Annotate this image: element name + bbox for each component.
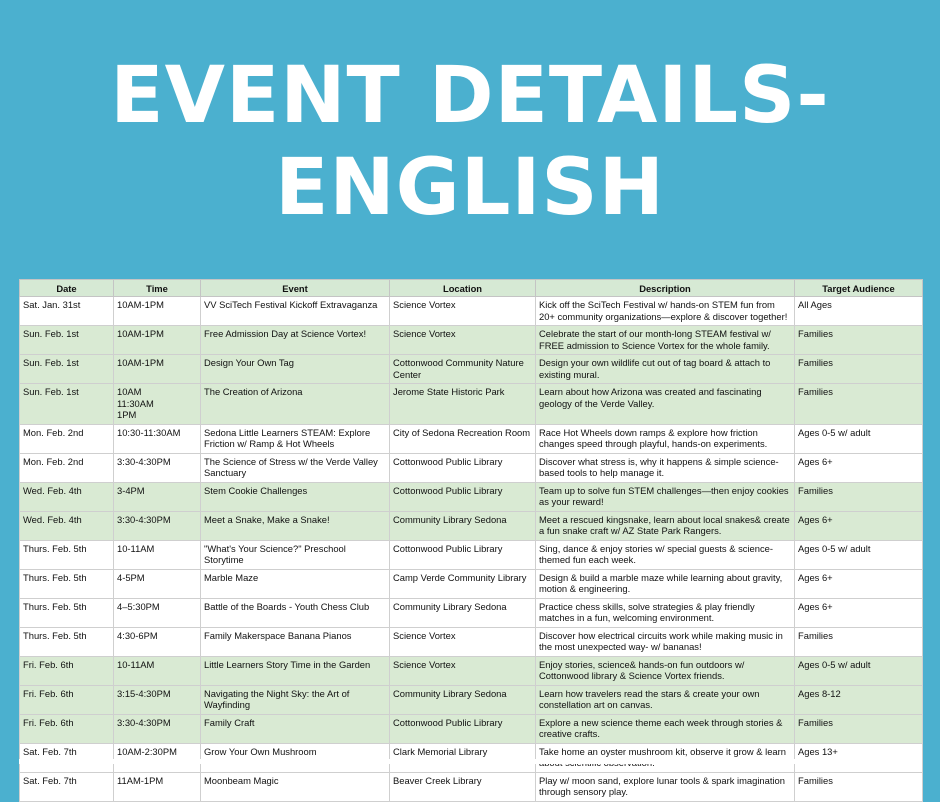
cell-location: City of Sedona Recreation Room xyxy=(390,424,536,453)
cell-target-audience: Ages 13+ xyxy=(795,743,923,772)
cell-date: Fri. Feb. 6th xyxy=(20,685,114,714)
cell-target-audience: Ages 0-5 w/ adult xyxy=(795,540,923,569)
cell-target-audience: All Ages xyxy=(795,297,923,326)
table-row xyxy=(20,482,923,511)
column-header-time: Time xyxy=(114,280,201,297)
table-row xyxy=(20,540,923,569)
event-table xyxy=(19,279,923,802)
table-row xyxy=(20,297,923,326)
table-row xyxy=(20,355,923,384)
cell-time: 10AM 11:30AM 1PM xyxy=(114,384,201,425)
cell-target-audience: Ages 6+ xyxy=(795,598,923,627)
cell-location: Jerome State Historic Park xyxy=(390,384,536,425)
cell-description: Enjoy stories, science& hands-on fun outdoors w/ Cottonwood library & Science Vortex friends. xyxy=(536,656,795,685)
table-row xyxy=(20,424,923,453)
cell-time: 10AM-2:30PM xyxy=(114,743,201,772)
cell-time: 10AM-1PM xyxy=(114,355,201,384)
cell-description: Kick off the SciTech Festival w/ hands-on STEM fun from 20+ community organizations—explore & discover together! xyxy=(536,297,795,326)
cell-event: Sedona Little Learners STEAM: Explore Friction w/ Ramp & Hot Wheels xyxy=(201,424,390,453)
cell-time: 3:30-4:30PM xyxy=(114,714,201,743)
cell-date: Sat. Jan. 31st xyxy=(20,297,114,326)
cell-location: Cottonwood Community Nature Center xyxy=(390,355,536,384)
cell-description: Learn how travelers read the stars & create your own constellation art on canvas. xyxy=(536,685,795,714)
table-row xyxy=(20,453,923,482)
cell-event: Stem Cookie Challenges xyxy=(201,482,390,511)
table-row xyxy=(20,511,923,540)
column-header-date: Date xyxy=(20,280,114,297)
title-line-2: ENGLISH xyxy=(275,143,665,233)
cell-description: Discover what stress is, why it happens & simple science-based tools to help manage it. xyxy=(536,453,795,482)
cell-time: 10AM-1PM xyxy=(114,297,201,326)
cell-time: 3-4PM xyxy=(114,482,201,511)
cell-date: Thurs. Feb. 5th xyxy=(20,540,114,569)
column-header-description: Description xyxy=(536,280,795,297)
cell-time: 10AM-1PM xyxy=(114,326,201,355)
cell-date: Wed. Feb. 4th xyxy=(20,482,114,511)
cell-event: Grow Your Own Mushroom xyxy=(201,743,390,772)
cell-time: 4:30-6PM xyxy=(114,627,201,656)
cell-target-audience: Families xyxy=(795,355,923,384)
cell-event: Little Learners Story Time in the Garden xyxy=(201,656,390,685)
table-row xyxy=(20,656,923,685)
cell-location: Science Vortex xyxy=(390,627,536,656)
cell-location: Community Library Sedona xyxy=(390,685,536,714)
cell-location: Science Vortex xyxy=(390,656,536,685)
cell-location: Community Library Sedona xyxy=(390,511,536,540)
cell-event: "What's Your Science?" Preschool Storytime xyxy=(201,540,390,569)
cell-description: Meet a rescued kingsnake, learn about local snakes& create a fun snake craft w/ AZ State Park Rangers. xyxy=(536,511,795,540)
cell-date: Wed. Feb. 4th xyxy=(20,511,114,540)
cell-description: Learn about how Arizona was created and fascinating geology of the Verde Valley. xyxy=(536,384,795,425)
cell-time: 11AM-1PM xyxy=(114,772,201,801)
cell-target-audience: Ages 8-12 xyxy=(795,685,923,714)
table-header-row xyxy=(20,280,923,297)
cell-description: Team up to solve fun STEM challenges—then enjoy cookies as your reward! xyxy=(536,482,795,511)
cell-date: Thurs. Feb. 5th xyxy=(20,569,114,598)
cell-target-audience: Families xyxy=(795,326,923,355)
cell-event: The Science of Stress w/ the Verde Valley Sanctuary xyxy=(201,453,390,482)
cell-description: Explore a new science theme each week through stories & creative crafts. xyxy=(536,714,795,743)
table-row xyxy=(20,326,923,355)
table-row xyxy=(20,685,923,714)
cell-time: 10-11AM xyxy=(114,540,201,569)
cell-target-audience: Families xyxy=(795,627,923,656)
cell-location: Community Library Sedona xyxy=(390,598,536,627)
table-row xyxy=(20,714,923,743)
cell-description: Race Hot Wheels down ramps & explore how friction changes speed through playful, hands-on experiments. xyxy=(536,424,795,453)
cell-location: Science Vortex xyxy=(390,297,536,326)
cell-date: Thurs. Feb. 5th xyxy=(20,627,114,656)
cell-location: Cottonwood Public Library xyxy=(390,540,536,569)
cell-time: 3:15-4:30PM xyxy=(114,685,201,714)
cell-date: Sun. Feb. 1st xyxy=(20,384,114,425)
cell-event: Design Your Own Tag xyxy=(201,355,390,384)
cell-event: The Creation of Arizona xyxy=(201,384,390,425)
cell-date: Mon. Feb. 2nd xyxy=(20,424,114,453)
cell-location: Clark Memorial Library xyxy=(390,743,536,772)
cell-time: 4-5PM xyxy=(114,569,201,598)
cell-event: Free Admission Day at Science Vortex! xyxy=(201,326,390,355)
cell-event: Navigating the Night Sky: the Art of Wayfinding xyxy=(201,685,390,714)
cell-description: Discover how electrical circuits work while making music in the most unexpected way- w/ bananas! xyxy=(536,627,795,656)
cell-location: Cottonwood Public Library xyxy=(390,453,536,482)
cell-location: Beaver Creek Library xyxy=(390,772,536,801)
cell-event: Marble Maze xyxy=(201,569,390,598)
cell-target-audience: Families xyxy=(795,772,923,801)
cell-date: Thurs. Feb. 5th xyxy=(20,598,114,627)
cell-location: Cottonwood Public Library xyxy=(390,482,536,511)
cell-target-audience: Ages 6+ xyxy=(795,453,923,482)
cell-date: Fri. Feb. 6th xyxy=(20,714,114,743)
column-header-event: Event xyxy=(201,280,390,297)
cell-date: Mon. Feb. 2nd xyxy=(20,453,114,482)
cell-description: Sing, dance & enjoy stories w/ special guests & science-themed fun each week. xyxy=(536,540,795,569)
cell-description: Take home an oyster mushroom kit, observe it grow & learn xyxy=(536,743,795,772)
cell-date: Sun. Feb. 1st xyxy=(20,326,114,355)
cell-target-audience: Families xyxy=(795,384,923,425)
table-row xyxy=(20,772,923,801)
table-row xyxy=(20,384,923,425)
cell-target-audience: Ages 6+ xyxy=(795,569,923,598)
cell-location: Science Vortex xyxy=(390,326,536,355)
cell-time: 4–5:30PM xyxy=(114,598,201,627)
cell-target-audience: Ages 0-5 w/ adult xyxy=(795,424,923,453)
cell-location: Cottonwood Public Library xyxy=(390,714,536,743)
table-row xyxy=(20,627,923,656)
cell-time: 3:30-4:30PM xyxy=(114,453,201,482)
table-body xyxy=(20,297,923,802)
cell-date: Fri. Feb. 6th xyxy=(20,656,114,685)
event-spreadsheet xyxy=(19,279,922,797)
cell-event: Family Makerspace Banana Pianos xyxy=(201,627,390,656)
cell-event: Battle of the Boards - Youth Chess Club xyxy=(201,598,390,627)
cell-date: Sun. Feb. 1st xyxy=(20,355,114,384)
cell-description: Practice chess skills, solve strategies & play friendly matches in a fun, welcoming environment. xyxy=(536,598,795,627)
column-header-target-audience: Target Audience xyxy=(795,280,923,297)
cell-event: VV SciTech Festival Kickoff Extravaganza xyxy=(201,297,390,326)
cell-target-audience: Ages 6+ xyxy=(795,511,923,540)
page-title xyxy=(0,50,940,234)
cell-date: Sat. Feb. 7th xyxy=(20,743,114,772)
cell-event: Family Craft xyxy=(201,714,390,743)
cell-target-audience: Families xyxy=(795,714,923,743)
cell-description: Design your own wildlife cut out of tag board & attach to existing mural. xyxy=(536,355,795,384)
cell-time: 10:30-11:30AM xyxy=(114,424,201,453)
cell-event: Meet a Snake, Make a Snake! xyxy=(201,511,390,540)
cell-time: 3:30-4:30PM xyxy=(114,511,201,540)
cell-target-audience: Families xyxy=(795,482,923,511)
table-row xyxy=(20,743,923,772)
column-header-location: Location xyxy=(390,280,536,297)
cell-description: Play w/ moon sand, explore lunar tools & spark imagination through sensory play. xyxy=(536,772,795,801)
cell-location: Camp Verde Community Library xyxy=(390,569,536,598)
sheet-bottom-edge xyxy=(19,759,922,764)
title-line-1: EVENT DETAILS- xyxy=(110,51,830,141)
cell-event: Moonbeam Magic xyxy=(201,772,390,801)
table-row xyxy=(20,598,923,627)
cell-description: Celebrate the start of our month-long STEAM festival w/ FREE admission to Science Vortex for the whole family. xyxy=(536,326,795,355)
cell-description: Design & build a marble maze while learning about gravity, motion & engineering. xyxy=(536,569,795,598)
table-row xyxy=(20,569,923,598)
cell-time: 10-11AM xyxy=(114,656,201,685)
cell-date: Sat. Feb. 7th xyxy=(20,772,114,801)
cell-target-audience: Ages 0-5 w/ adult xyxy=(795,656,923,685)
